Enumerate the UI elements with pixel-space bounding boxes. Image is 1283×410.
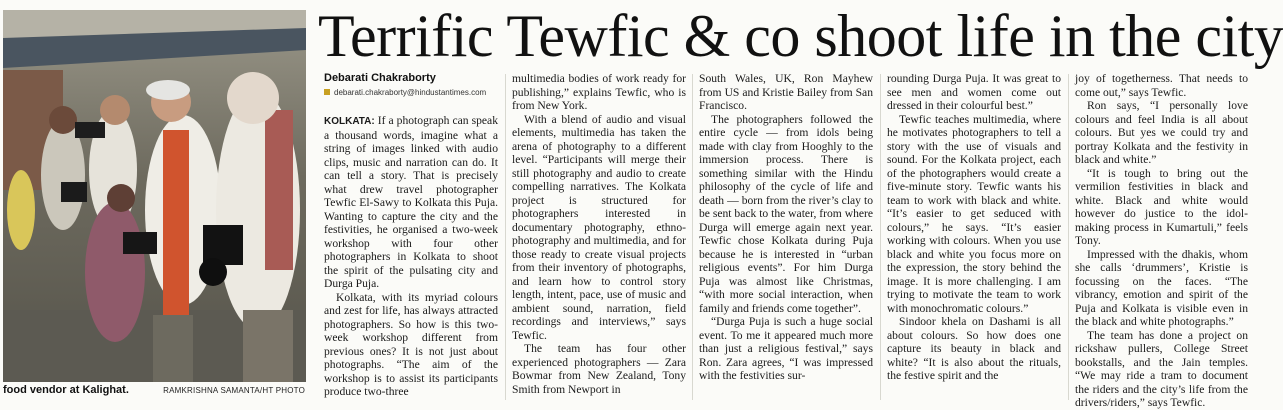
paragraph: Kolkata, with its myriad colours and zest for life, has always attracted photographers. So how is this two-week workshop different from previous ones? It is not just about photographs. “The aim of the workshop is to assist its participants produce two-three (324, 290, 498, 398)
paragraph: The photographers followed the entire cycle — from idols being made with clay from Hooghly to the immersion process. There is something similar with the Hindu philosophy of the cycle of life and death — born from the river’s clay to be sent back to the water, from where Durga will emerge again next year. Tewfic chose Kolkata during Puja because he is interested in “urban religious events”. For him Durga Puja was almost like Christmas, “with more social interaction, when family and friends come together”. (699, 112, 874, 315)
article-column-3 (699, 72, 873, 400)
byline-email (324, 88, 486, 97)
paragraph: The team has done a project on rickshaw pullers, College Street bookstalls, and the Jain temples. “We may ride a tram to document the riders and the city’s life from the drivers/riders,” says Tewfic. (1075, 328, 1248, 409)
paragraph: With a blend of audio and visual elements, multimedia has taken the arena of photography to a different level. “Participants will merge their still photography and audio to create compelling narratives. The Kolkata project is structured for photographers interested in documentary photography, ethno-photography and multimedia, and for those ready to create visual projects from their inventory of photographs, and learn how to control story length, intent, pace, use of music and ambient sound, narration, field recordings and interviews,” says Tewfic. (512, 112, 686, 342)
column-rule (505, 74, 506, 400)
paragraph: “It is tough to bring out the vermilion festivities in black and white. Black and white would however do justice to the idol-making process in Kumartuli,” feels Tony. (1075, 166, 1248, 247)
dateline: KOLKATA: (324, 116, 375, 127)
paragraph: Sindoor khela on Dashami is all about colours. So how does one capture its beauty in black and white? “It is also about the rituals, the festive spirit and the (887, 315, 1061, 382)
headline: Terrific Tewfic & co shoot life in the city (318, 3, 1283, 69)
paragraph: multimedia bodies of work ready for publishing,” explains Tewfic, who is from New York. (512, 72, 686, 112)
paragraph: joy of togetherness. That needs to come out,” says Tewfic. (1075, 72, 1248, 99)
paragraph: KOLKATA: If a photograph can speak a thousand words, imagine what a string of images linked with audio clips, music and narration can do. It can tell a story. That is precisely what drew travel photographer Tewfic El-Sawy to Kolkata this Puja. Wanting to capture the city and the festivities, he organised a two-week workshop with four other photographers in Kolkata to shoot the spirit of the pulsating city and Durga Puja. (324, 114, 498, 290)
photographers-illustration (3, 10, 306, 382)
article-column-2 (512, 72, 686, 400)
paragraph: Tewfic teaches multimedia, where he motivates photographers to tell a story with the use of visuals and sound. For the Kolkata project, each of the photographers would create a five-minute story. Tewfic wants his team to work with black and white. “It’s easier to get seduced with colours,” he says. “It’s easier working with colours. When you use black and white you focus more on the expression, the story behind the image. It is more challenging. I am trying to motivate the team to work with monochromatic colours.” (887, 112, 1061, 315)
paragraph: Impressed with the dhakis, whom she calls ‘drummers’, Kristie is focussing on the faces. “The vibrancy, emotion and spirit of the Puja and Kolkata is visible even in the black and white photographs.” (1075, 247, 1248, 328)
paragraph: Ron says, “I personally love colours and feel India is all about colours. But yes we could try and portray Kolkata and the festivity in black and white.” (1075, 99, 1248, 166)
column-rule (1068, 74, 1069, 400)
photo-caption: food vendor at Kalighat. (3, 384, 129, 396)
photo-credit: RAMKRISHNA SAMANTA/HT PHOTO (163, 386, 305, 395)
column-rule (692, 74, 693, 400)
column-rule (880, 74, 881, 400)
article-column-4 (887, 72, 1061, 400)
article-column-1 (324, 114, 498, 400)
article-column-5 (1075, 72, 1248, 409)
paragraph: The team has four other experienced photographers — Zara Bowmar from New Zealand, Tony Smith from Newport in (512, 342, 686, 396)
news-photo (3, 10, 306, 382)
byline: Debarati Chakraborty (324, 72, 436, 84)
paragraph: “Durga Puja is such a huge social event. To me it appeared much more than just a religious festival,” says Ron. Zara agrees, “I was impressed with the festivities sur- (699, 315, 873, 382)
paragraph: rounding Durga Puja. It was great to see men and women come out dressed in their colourful best.” (887, 72, 1061, 112)
email-text: debarati.chakraborty@hindustantimes.com (334, 88, 487, 97)
paragraph: South Wales, UK, Ron Mayhew from US and Kristie Bailey from San Francisco. (699, 72, 873, 112)
bullet-icon (324, 89, 330, 95)
